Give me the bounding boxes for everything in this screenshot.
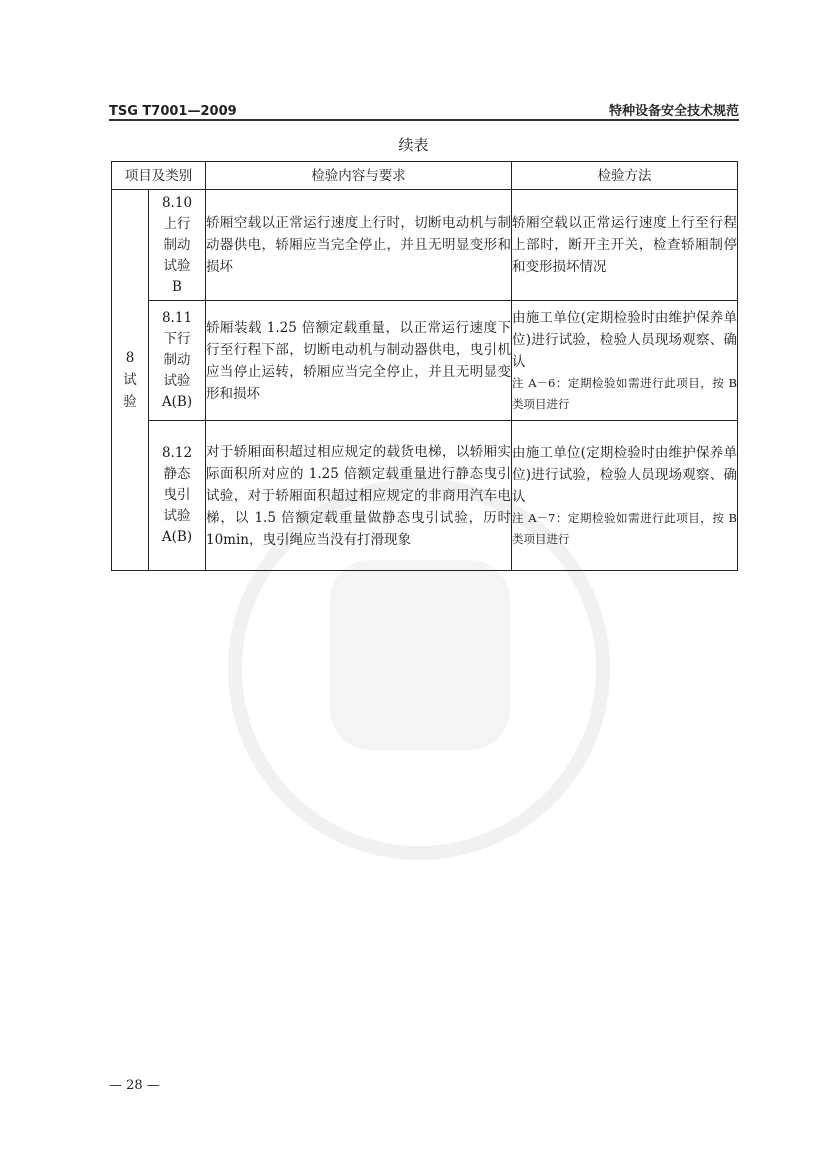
category-label: 8 试 验 — [123, 350, 137, 410]
page-number: — 28 — — [109, 1078, 160, 1093]
method-note: 注 A－6：定期检验如需进行此项目，按 B 类项目进行 — [512, 375, 737, 411]
header-content: 检验内容与要求 — [206, 162, 512, 190]
header-method: 检验方法 — [512, 162, 738, 190]
table-row — [112, 421, 738, 571]
table-header-row — [112, 162, 738, 190]
category-cell — [112, 190, 149, 571]
doc-code: TSG T7001—2009 — [109, 104, 237, 119]
method-cell — [512, 301, 738, 421]
table-row — [112, 190, 738, 301]
page-header — [109, 97, 739, 119]
item-label: 8.11 下行 制动 试验 A(B) — [161, 310, 193, 410]
table-title: 续表 — [398, 136, 429, 154]
method-text: 由施工单位(定期检验时由维护保养单位)进行试验，检验人员现场观察、确认 — [512, 444, 737, 505]
header-category: 项目及类别 — [112, 162, 206, 190]
item-label: 8.10 上行 制动 试验 B — [161, 194, 193, 295]
item-label: 8.12 静态 曳引 试验 A(B) — [161, 445, 193, 545]
content-cell: 对于轿厢面积超过相应规定的载货电梯，以轿厢实际面积所对应的 1.25 倍额定载重量进行静态曳引试验，对于轿厢面积超过相应规定的非商用汽车电梯，以 1.5 倍额定载重量做静态曳引试验，历时 10min，曳引绳应当没有打滑现象 — [206, 421, 512, 571]
item-cell — [149, 301, 206, 421]
method-text: 轿厢空载以正常运行速度上行至行程上部时，断开主开关，检查轿厢制停和变形损坏情况 — [512, 215, 737, 275]
method-note: 注 A－7：定期检验如需进行此项目，按 B 类项目进行 — [512, 510, 737, 546]
watermark-emblem — [330, 560, 510, 750]
table-row — [112, 301, 738, 421]
item-cell — [149, 421, 206, 571]
content-cell: 轿厢装载 1.25 倍额定载重量，以正常运行速度下行至行程下部，切断电动机与制动器供电，曳引机应当停止运转，轿厢应当完全停止，并且无明显变形和损坏 — [206, 301, 512, 421]
method-cell — [512, 190, 738, 301]
inspection-table — [111, 161, 738, 571]
item-cell — [149, 190, 206, 301]
doc-series: 特种设备安全技术规范 — [608, 104, 739, 119]
method-cell — [512, 421, 738, 571]
method-text: 由施工单位(定期检验时由维护保养单位)进行试验，检验人员现场观察、确认 — [512, 309, 737, 370]
content-cell: 轿厢空载以正常运行速度上行时，切断电动机与制动器供电，轿厢应当完全停止，并且无明显变形和损坏 — [206, 190, 512, 301]
header-rule — [109, 119, 739, 121]
